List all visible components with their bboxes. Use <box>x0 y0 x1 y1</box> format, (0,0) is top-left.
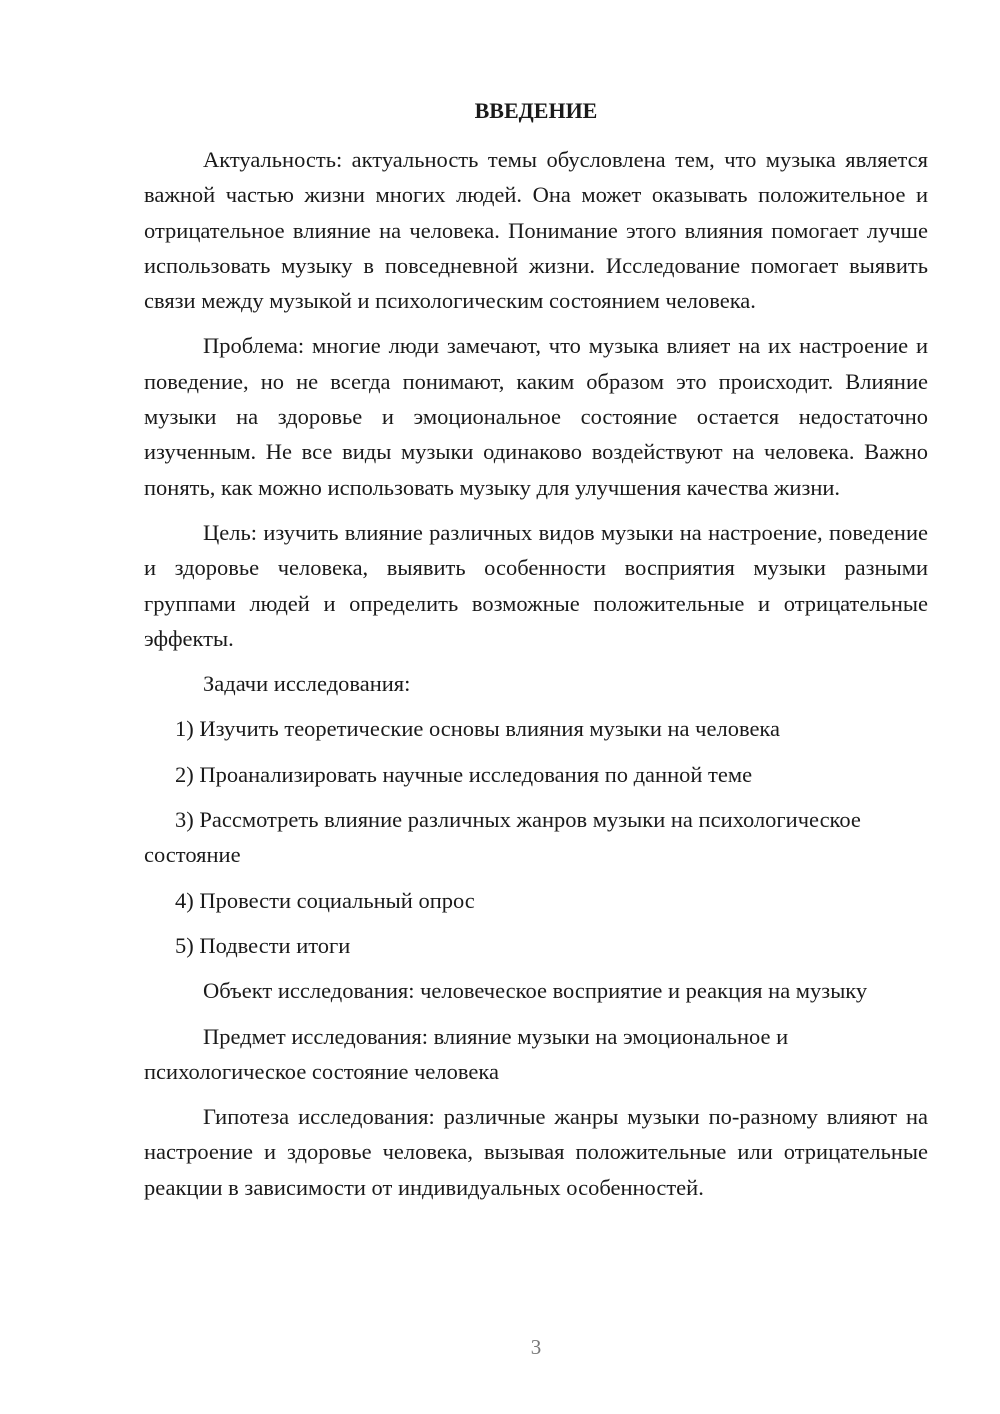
list-item: 5) Подвести итоги <box>175 932 351 958</box>
page-title: ВВЕДЕНИЕ <box>474 98 598 123</box>
tasks-heading: Задачи исследования: <box>203 671 411 697</box>
problem-paragraph: Проблема: многие люди замечают, что музыка влияет на их настроение и поведение, но не всегда понимают, каким образом это происходит. Влияние музыки на здоровье и эмоциональное состояние остается недостаточно изученным. Не все виды музыки одинаково воздействуют на человека. Важно понять, как можно использовать музыку для улучшения качества жизни. <box>144 333 928 500</box>
list-item: 2) Проанализировать научные исследования по данной теме <box>175 761 753 787</box>
object-paragraph: Объект исследования: человеческое восприятие и реакция на музыку <box>203 978 868 1004</box>
goal-paragraph: Цель: изучить влияние различных видов музыки на настроение, поведение и здоровье человека, выявить особенности восприятия музыки разными группами людей и определить возможные положительные и отрицательные эффекты. <box>144 519 928 651</box>
list-item: 1) Изучить теоретические основы влияния музыки на человека <box>175 716 781 742</box>
list-item: 3) Рассмотреть влияние различных жанров музыки на психологическое состояние <box>144 807 861 868</box>
page-number: 3 <box>530 1335 542 1359</box>
relevance-paragraph: Актуальность: актуальность темы обусловлена тем, что музыка является важной частью жизни многих людей. Она может оказывать положительное и отрицательное влияние на человека. Понимание этого влияния помогает лучше использовать музыку в повседневной жизни. Исследование помогает выявить связи между музыкой и психологическим состоянием человека. <box>144 147 928 314</box>
subject-paragraph: Предмет исследования: влияние музыки на эмоциональное и психологическое состояние человека <box>144 1023 789 1084</box>
document-body <box>144 142 928 1215</box>
list-item: 4) Провести социальный опрос <box>175 887 475 913</box>
tasks-list <box>144 711 928 963</box>
hypothesis-paragraph: Гипотеза исследования: различные жанры музыки по-разному влияют на настроение и здоровье человека, вызывая положительные или отрицательные реакции в зависимости от индивидуальных особенностей. <box>144 1104 928 1200</box>
